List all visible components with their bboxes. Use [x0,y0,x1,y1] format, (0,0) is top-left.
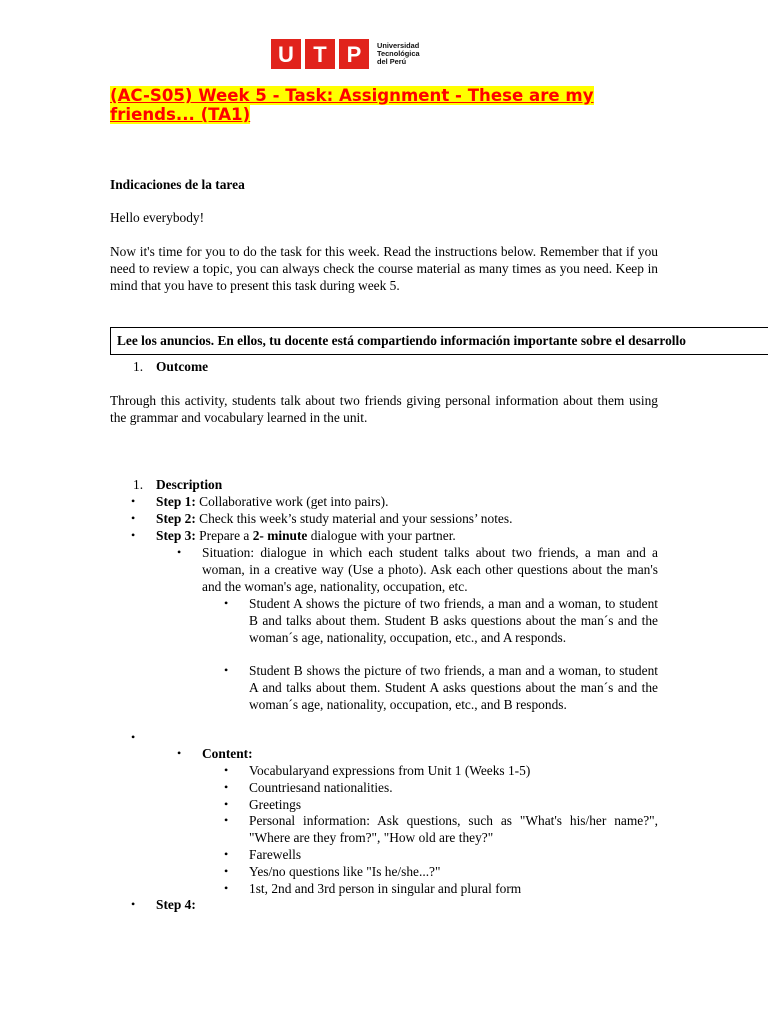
bullet-icon: • [131,494,136,508]
bullet-icon: • [131,511,136,525]
bullet-icon: • [224,663,229,677]
content-item: Farewells [249,847,302,862]
logo-line-1: Universidad [377,40,420,50]
bullet-icon: • [224,763,229,777]
student-a-text: Student A shows the picture of two friends, a man and a woman, to student B and talks about them. Student B asks questions about the man´s and the woman´s age, nationality, occupation, etc., and A responds. [249,596,658,645]
title-line-1: (AC-S05) Week 5 - Task: Assignment - These are my [110,86,594,105]
intro-paragraph: Now it's time for you to do the task for this week. Read the instructions below. Remember that if you need to review a topic, you can always check the course material as many times as you need. Keep in mind that you have to present this task during week 5. [110,244,658,293]
outcome-number: 1. [133,359,144,374]
logo-line-2: Tecnológica [377,48,420,58]
bullet-icon: • [177,545,182,559]
step-3-text-a: Prepare a [195,528,253,543]
content-item: Countriesand nationalities. [249,780,393,795]
outcome-heading: Outcome [156,359,209,374]
logo-letter-t: T [305,39,335,69]
step-1-label: Step 1: [156,494,196,509]
logo-line-3: del Perú [377,57,407,67]
bullet-icon: • [224,847,229,861]
bullet-icon: • [224,881,229,895]
step-1-text: Collaborative work (get into pairs). [195,494,389,509]
section-heading: Indicaciones de la tarea [110,177,245,192]
description-heading: Description [156,477,223,492]
content-item: 1st, 2nd and 3rd person in singular and plural form [249,881,522,896]
description-number: 1. [133,477,144,492]
title-line-2: friends... (TA1) [110,105,251,124]
bullet-icon: • [131,897,136,911]
bullet-icon: • [224,864,229,878]
step-3-duration: 2- minute [252,528,308,543]
logo-letter-u: U [271,39,301,69]
bullet-icon: • [224,797,229,811]
bullet-icon: • [224,780,229,794]
bullet-icon: • [224,596,229,610]
bullet-icon: • [131,730,136,744]
step-3-label: Step 3: [156,528,196,543]
step-3 [156,527,658,544]
step-2-text: Check this week’s study material and your sessions’ notes. [195,511,513,526]
step-4-label: Step 4: [156,897,196,912]
step-1 [156,493,658,510]
logo-wordmark [377,42,420,67]
outcome-text: Through this activity, students talk about two friends giving personal information about them using the grammar and vocabulary learned in the unit. [110,393,658,425]
greeting-text: Hello everybody! [110,210,205,225]
student-b-text: Student B shows the picture of two friends, a man and a woman, to student A and talks about them. Student A asks questions about the man´s and the woman´s age, nationality, occupation, etc., and B responds. [249,663,658,712]
step-2 [156,510,658,527]
content-item: Greetings [249,797,302,812]
announcement-notice: Lee los anuncios. En ellos, tu docente está compartiendo información importante sobre el desarrollo [110,327,768,355]
utp-logo [271,38,420,70]
content-item: Yes/no questions like "Is he/she...?" [249,864,441,879]
situation-text: Situation: dialogue in which each student talks about two friends, a man and a woman, in a creative way (Use a photo). Ask each other questions about the man's and the woman's age, nationality, occupation, etc. [202,545,658,594]
bullet-icon: • [131,528,136,542]
logo-letter-p: P [339,39,369,69]
content-label: Content: [202,746,253,761]
step-2-label: Step 2: [156,511,196,526]
bullet-icon: • [177,746,182,760]
bullet-icon: • [224,813,229,827]
assignment-title[interactable] [110,86,670,124]
content-item: Vocabularyand expressions from Unit 1 (Weeks 1-5) [249,763,531,778]
content-item: Personal information: Ask questions, such as "What's his/her name?", "Where are they from?", "How old are they?" [249,813,658,845]
step-3-text-b: dialogue with your partner. [307,528,456,543]
